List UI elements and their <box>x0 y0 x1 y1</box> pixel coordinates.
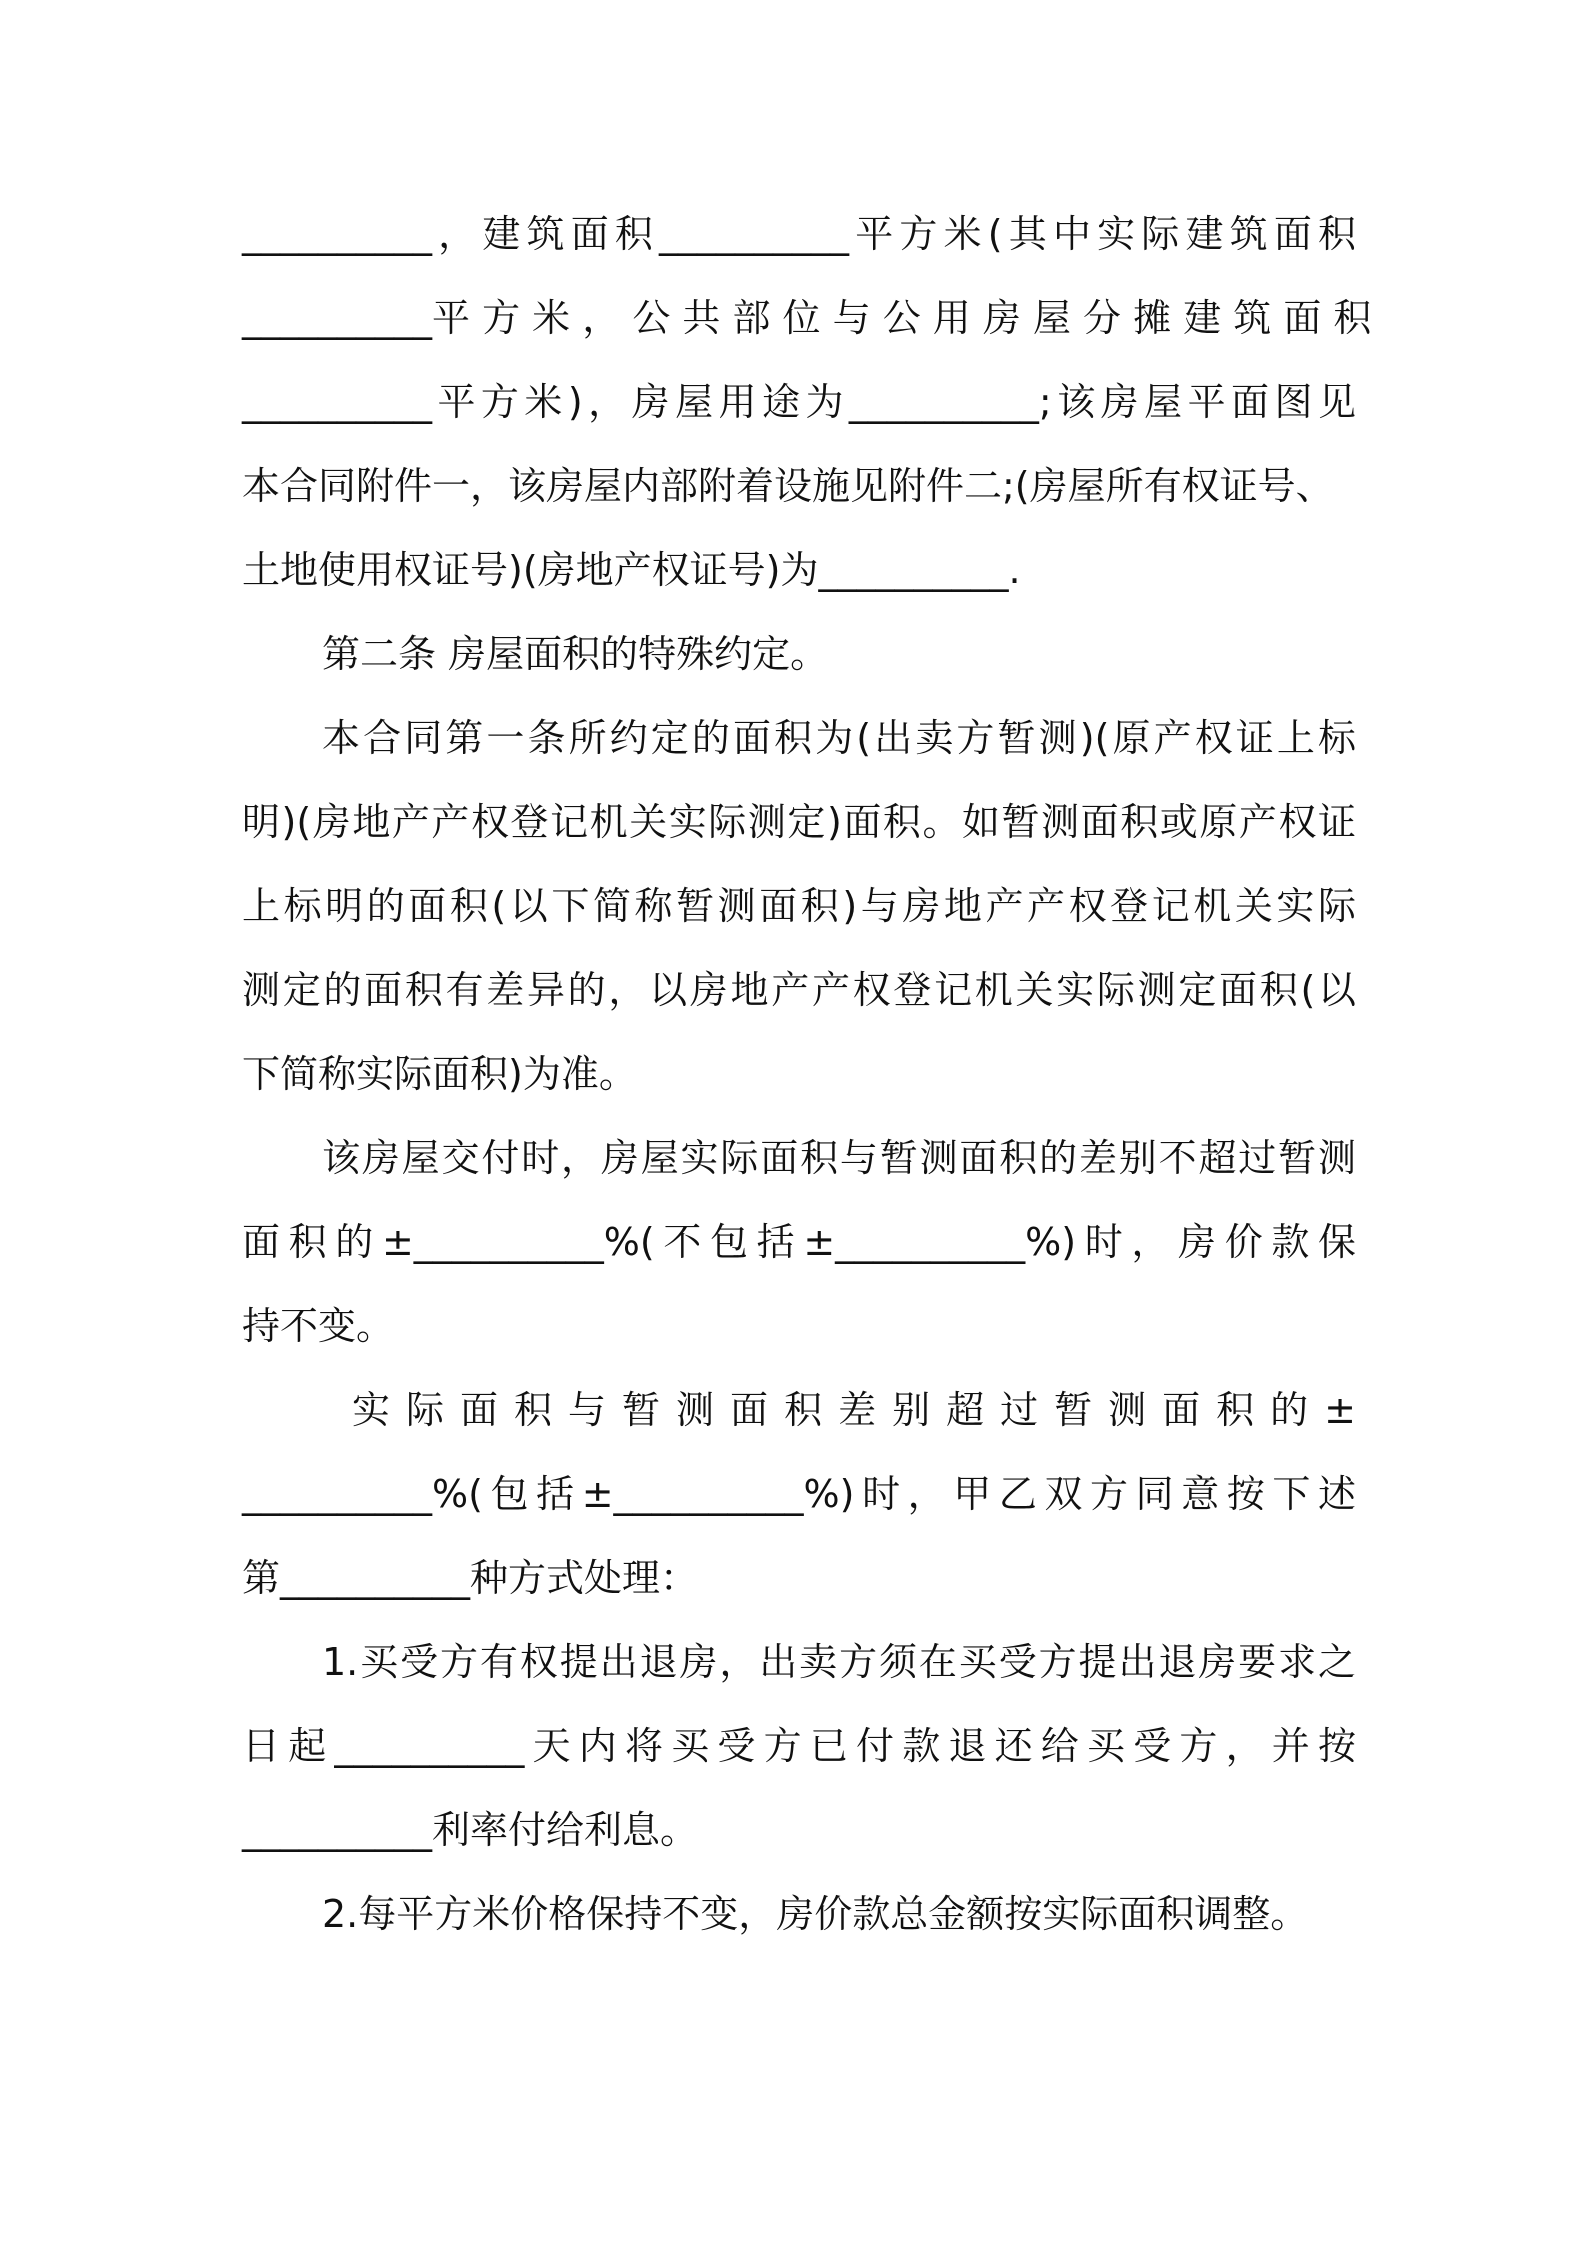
text-line: 测定的面积有差异的，以房地产产权登记机关实际测定面积(以 <box>242 968 1356 1012</box>
text-line: __________，建筑面积__________平方米(其中实际建筑面积 <box>242 212 1356 256</box>
contract-body <box>242 192 1372 1956</box>
text-line: 土地使用权证号)(房地产权证号)为__________. <box>242 548 1021 592</box>
text-line: 持不变。 <box>242 1304 395 1348</box>
text-line: 该房屋交付时，房屋实际面积与暂测面积的差别不超过暂测 <box>322 1136 1356 1180</box>
text-line: __________%(包括±__________%)时，甲乙双方同意按下述 <box>242 1472 1356 1516</box>
text-line: 本合同附件一，该房屋内部附着设施见附件二;(房屋所有权证号、 <box>242 464 1334 508</box>
list-item: 2.每平方米价格保持不变，房价款总金额按实际面积调整。 <box>322 1892 1309 1936</box>
text-line: __________平方米)，房屋用途为__________;该房屋平面图见 <box>242 380 1356 424</box>
text-line: __________利率付给利息。 <box>242 1808 699 1852</box>
list-item: 1.买受方有权提出退房，出卖方须在买受方提出退房要求之 <box>322 1640 1356 1684</box>
text-line: 面积的±__________%(不包括±__________%)时，房价款保 <box>242 1220 1356 1264</box>
text-line: 实 际 面 积 与 暂 测 面 积 差 别 超 过 暂 测 面 积 的 ± <box>352 1388 1356 1432</box>
text-line: 上标明的面积(以下简称暂测面积)与房地产产权登记机关实际 <box>242 884 1356 928</box>
article-heading: 第二条 房屋面积的特殊约定。 <box>322 632 829 676</box>
text-line: 本合同第一条所约定的面积为(出卖方暂测)(原产权证上标 <box>322 716 1356 760</box>
text-line: 下简称实际面积)为准。 <box>242 1052 637 1096</box>
text-line: __________平 方 米 ， 公 共 部 位 与 公 用 房 屋 分 摊 建 筑 面 积 <box>242 296 1372 340</box>
text-line: 第__________种方式处理： <box>242 1556 699 1600</box>
text-line: 明)(房地产产权登记机关实际测定)面积。如暂测面积或原产权证 <box>242 800 1356 844</box>
text-line: 日起__________天内将买受方已付款退还给买受方，并按 <box>242 1724 1356 1768</box>
